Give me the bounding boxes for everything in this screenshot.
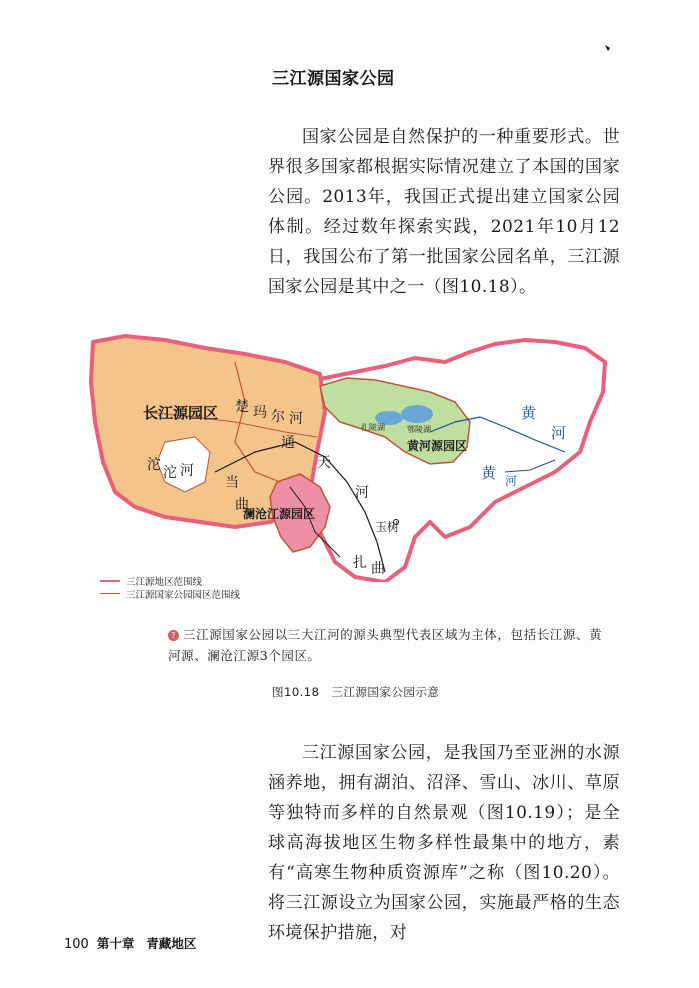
river-char: 通 <box>281 435 295 451</box>
map-graphic <box>85 322 615 582</box>
caption-text: 三江源国家公园以三大江河的源头典型代表区域为主体，包括长江源、黄河源、澜沧江源3个园区。 <box>168 627 603 663</box>
label-eling: 鄂陵湖 <box>407 425 431 434</box>
legend-item-park <box>100 587 240 600</box>
section-label: 青藏地区 <box>146 936 197 951</box>
legend-label: 三江源地区范围线 <box>126 576 203 588</box>
legend-label: 三江源国家公园园区范围线 <box>126 589 241 601</box>
sanjiangyuan-map <box>85 322 615 582</box>
legend-item-region <box>100 574 240 587</box>
river-char: 玛 <box>253 405 267 421</box>
river-char: 曲 <box>371 561 385 577</box>
river-char: 沱 <box>163 465 177 481</box>
label-zhaling: 扎陵湖 <box>361 423 385 432</box>
river-char: 黄 <box>481 464 497 482</box>
corner-mark-icon <box>604 44 614 52</box>
label-yushu: 玉树 <box>375 520 400 534</box>
page-title: 三江源国家公园 <box>272 69 395 89</box>
river-char: 河 <box>289 411 303 427</box>
river-char: 河 <box>551 424 567 442</box>
eling-lake <box>401 405 433 423</box>
figure-caption <box>168 624 608 666</box>
sanjiangyuan-region <box>310 340 605 582</box>
river-char: 天 <box>317 455 331 471</box>
river-char: 沱 <box>147 457 161 473</box>
figure-title: 图10.18 三江源国家公园示意 <box>272 685 440 699</box>
body-paragraph: 三江源国家公园，是我国乃至亚洲的水源涵养地，拥有湖泊、沼泽、雪山、冰川、草原等独特而多样的自然景观（图10.19）；是全球高海拔地区生物多样性最集中的地方，素有“高寒生物种质资源库”之称（图10.20）。将三江源设立为国家公园，实施最严格的生态环境保护措施，对 <box>268 743 620 943</box>
label-huanghe-zone: 黄河源园区 <box>407 439 468 453</box>
river-char: 尔 <box>271 409 285 425</box>
river-char: 河 <box>180 463 194 479</box>
river-char: 河 <box>355 485 369 501</box>
legend-swatch-park <box>100 593 120 594</box>
page-number: 100 <box>64 937 89 952</box>
river-char: 河 <box>505 474 518 488</box>
page-footer <box>64 934 196 952</box>
river-char: 扎 <box>353 555 367 571</box>
river-char: 楚 <box>235 399 249 415</box>
river-char: 当 <box>225 475 239 491</box>
label-lancang-zone: 澜沧江源园区 <box>243 507 316 521</box>
river-char: 曲 <box>235 497 249 513</box>
chapter-label: 第十章 <box>96 936 135 951</box>
map-legend <box>100 574 240 600</box>
label-changjiang-zone: 长江源园区 <box>143 404 219 422</box>
legend-swatch-region <box>100 580 120 582</box>
info-pin-icon: ? <box>168 630 179 641</box>
intro-paragraph: 国家公园是自然保护的一种重要形式。世界很多国家都根据实际情况建立了本国的国家公园。2013年，我国正式提出建立国家公园体制。经过数年探索实践，2021年10月12日，我国公布了第一批国家公园名单，三江源国家公园是其中之一（图10.18）。 <box>268 127 620 297</box>
river-char: 黄 <box>521 404 537 422</box>
